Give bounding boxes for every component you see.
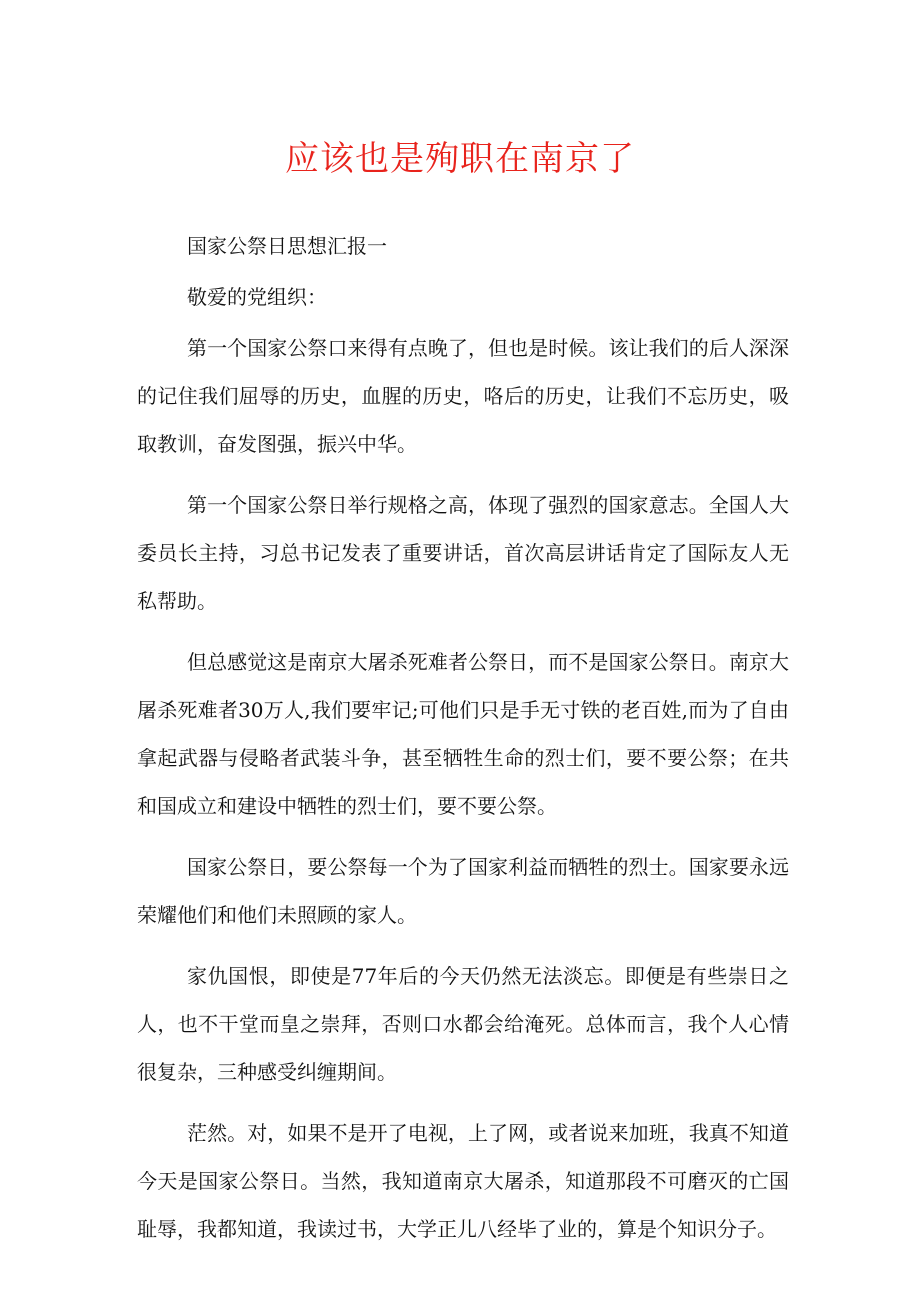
- paragraph-5: 家仇国恨，即使是77年后的今天仍然无法淡忘。即便是有些崇日之人，也不干堂而皇之崇拜，否则口水都会给淹死。总体而言，我个人心情很复杂，三种感受纠缠期间。: [137, 964, 789, 1084]
- paragraph-4: 国家公祭日，要公祭每一个为了国家利益而牺牲的烈士。国家要永远荣耀他们和他们未照顾的家人。: [137, 855, 789, 927]
- report-heading: 国家公祭日思想汇报一: [187, 234, 387, 258]
- document-title: 应该也是殉职在南京了: [285, 139, 635, 179]
- paragraph-6: 茫然。对，如果不是开了电视，上了网，或者说来加班，我真不知道今天是国家公祭日。当然，我知道南京大屠杀，知道那段不可磨灭的亡国耻辱，我都知道，我读过书，大学正儿八经毕了业的，算是个知识分子。: [137, 1121, 789, 1241]
- salutation: 敬爱的党组织：: [187, 285, 327, 309]
- paragraph-3: 但总感觉这是南京大屠杀死难者公祭日，而不是国家公祭日。南京大屠杀死难者30万人,我们要牢记;可他们只是手无寸铁的老百姓,而为了自由拿起武器与侵略者武装斗争，甚至牺牲生命的烈士们，要不要公祭；在共和国成立和建设中牺牲的烈士们，要不要公祭。: [137, 650, 789, 818]
- document-body: [137, 222, 789, 1266]
- paragraph-2: 第一个国家公祭日举行规格之高，体现了强烈的国家意志。全国人大委员长主持，习总书记发表了重要讲话，首次高层讲话肯定了国际友人无私帮助。: [137, 493, 789, 613]
- paragraph-1: 第一个国家公祭口来得有点晚了，但也是时候。该让我们的后人深深的记住我们屈辱的历史，血腥的历史，咯后的历史，让我们不忘历史，吸取教训，奋发图强，振兴中华。: [137, 336, 789, 456]
